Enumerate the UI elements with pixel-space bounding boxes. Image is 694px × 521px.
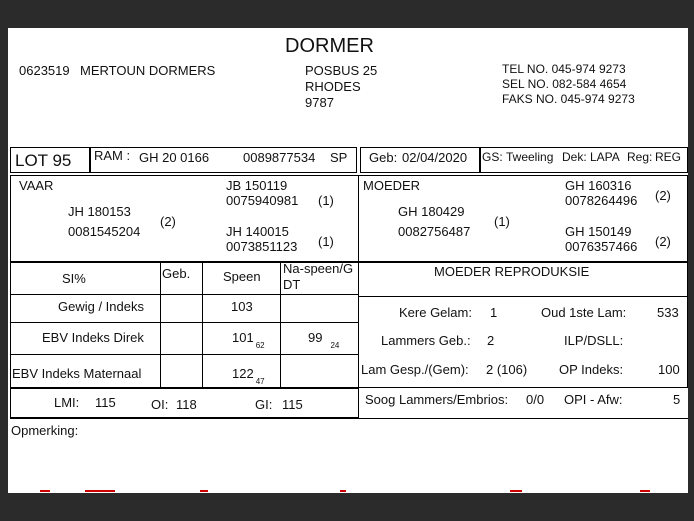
sel-number: SEL NO. 082-584 4654 (502, 77, 627, 91)
oi-value: 118 (176, 397, 197, 412)
kere-gelam-label: Kere Gelam: (399, 305, 472, 320)
pedigree-divider (358, 175, 359, 262)
moeder-label: MOEDER (363, 178, 421, 193)
op-value: 100 (658, 362, 680, 377)
vaar-granddam-births: (1) (318, 234, 334, 249)
row-gewig-label: Gewig / Indeks (58, 299, 144, 314)
row-direk-speen: $101_{62}$ (232, 330, 265, 350)
gi-label: GI: (255, 397, 273, 412)
moeder-grandsire-births: (2) (655, 188, 671, 203)
ilp-label: ILP/DSLL: (564, 333, 624, 348)
row-maternaal-speen: $122_{47}$ (232, 366, 265, 386)
bottom-strip (0, 493, 694, 521)
ram-number: 0089877534 (243, 150, 316, 165)
vaar-granddam-id: JH 140015 (226, 224, 289, 239)
moeder-grandsire-id: GH 160316 (565, 178, 632, 193)
geb-date: 02/04/2020 (402, 150, 468, 165)
gs-value: Tweeling (506, 150, 554, 164)
vaar-granddam-number: 0073851123 (226, 239, 298, 254)
vaar-grandsire-number: 0075940981 (226, 193, 299, 208)
tel-number: TEL NO. 045-974 9273 (502, 62, 626, 76)
ram-type: SP (330, 150, 348, 165)
moeder-grandsire-number: 0078264496 (565, 193, 638, 208)
reg-value: REG (655, 150, 682, 164)
speen-header: Speen (223, 269, 261, 284)
red-text-fragment (40, 489, 660, 493)
lot-label: LOT 95 (15, 151, 72, 170)
address-line-3: 9787 (305, 95, 334, 110)
dek-label: Dek: (562, 150, 587, 164)
vaar-sire-number: 0081545204 (68, 224, 141, 239)
oud-value: 533 (657, 305, 679, 320)
moeder-dam-id: GH 180429 (398, 204, 465, 219)
dek-value: LAPA (590, 150, 620, 164)
lmi-label: LMI: (54, 395, 80, 410)
row-gewig-speen: 103 (231, 299, 253, 314)
moeder-granddam-id: GH 150149 (565, 224, 632, 239)
moeder-granddam-number: 0076357466 (565, 239, 638, 254)
address-line-2: RHODES (305, 79, 361, 94)
gs-label: GS: (482, 150, 503, 164)
ram-id: GH 20 0166 (139, 150, 210, 165)
vaar-sire-id: JH 180153 (68, 204, 131, 219)
row-maternaal-label: EBV Indeks Maternaal (12, 366, 142, 381)
row-direk-naspeen: $99_{24}$ (308, 330, 340, 350)
moeder-dam-number: 0082756487 (398, 224, 471, 239)
oi-label: OI: (151, 397, 169, 412)
geb-header: Geb. (162, 266, 191, 281)
kere-gelam-value: 1 (490, 305, 498, 320)
owner-id: 0623519 (19, 63, 70, 78)
reproduksie-title: MOEDER REPRODUKSIE (434, 264, 590, 279)
lmi-value: 115 (95, 395, 116, 410)
lam-gesp-value: 2 (106) (486, 362, 528, 377)
page-title: DORMER (285, 35, 374, 57)
faks-number: FAKS NO. 045-974 9273 (502, 92, 635, 106)
vaar-grandsire-id: JB 150119 (226, 178, 288, 193)
owner-name: MERTOUN DORMERS (80, 63, 216, 78)
lam-gesp-label: Lam Gesp./(Gem): (361, 362, 469, 377)
si-header: SI% (62, 271, 86, 286)
vaar-grandsire-births: (1) (318, 193, 334, 208)
moeder-granddam-births: (2) (655, 234, 671, 249)
op-label: OP Indeks: (559, 362, 624, 377)
lammers-geb-label: Lammers Geb.: (381, 333, 471, 348)
address-line-1: POSBUS 25 (305, 63, 378, 78)
reg-label: Reg: (627, 150, 653, 164)
soog-value: 0/0 (526, 392, 545, 407)
vaar-sire-births: (2) (160, 214, 176, 229)
geb-label: Geb: (369, 150, 398, 165)
lammers-geb-value: 2 (487, 333, 495, 348)
oud-label: Oud 1ste Lam: (541, 305, 627, 320)
naspeen-header: Na-speen/GDT (283, 261, 354, 292)
vaar-label: VAAR (19, 178, 54, 193)
moeder-dam-births: (1) (494, 214, 510, 229)
soog-label: Soog Lammers/Embrios: (365, 392, 509, 407)
row-direk-label: EBV Indeks Direk (42, 330, 144, 345)
opi-value: 5 (673, 392, 681, 407)
opmerking-label: Opmerking: (11, 423, 79, 438)
gi-value: 115 (282, 397, 303, 412)
ram-label: RAM : (94, 148, 131, 163)
opi-label: OPI - Afw: (564, 392, 623, 407)
